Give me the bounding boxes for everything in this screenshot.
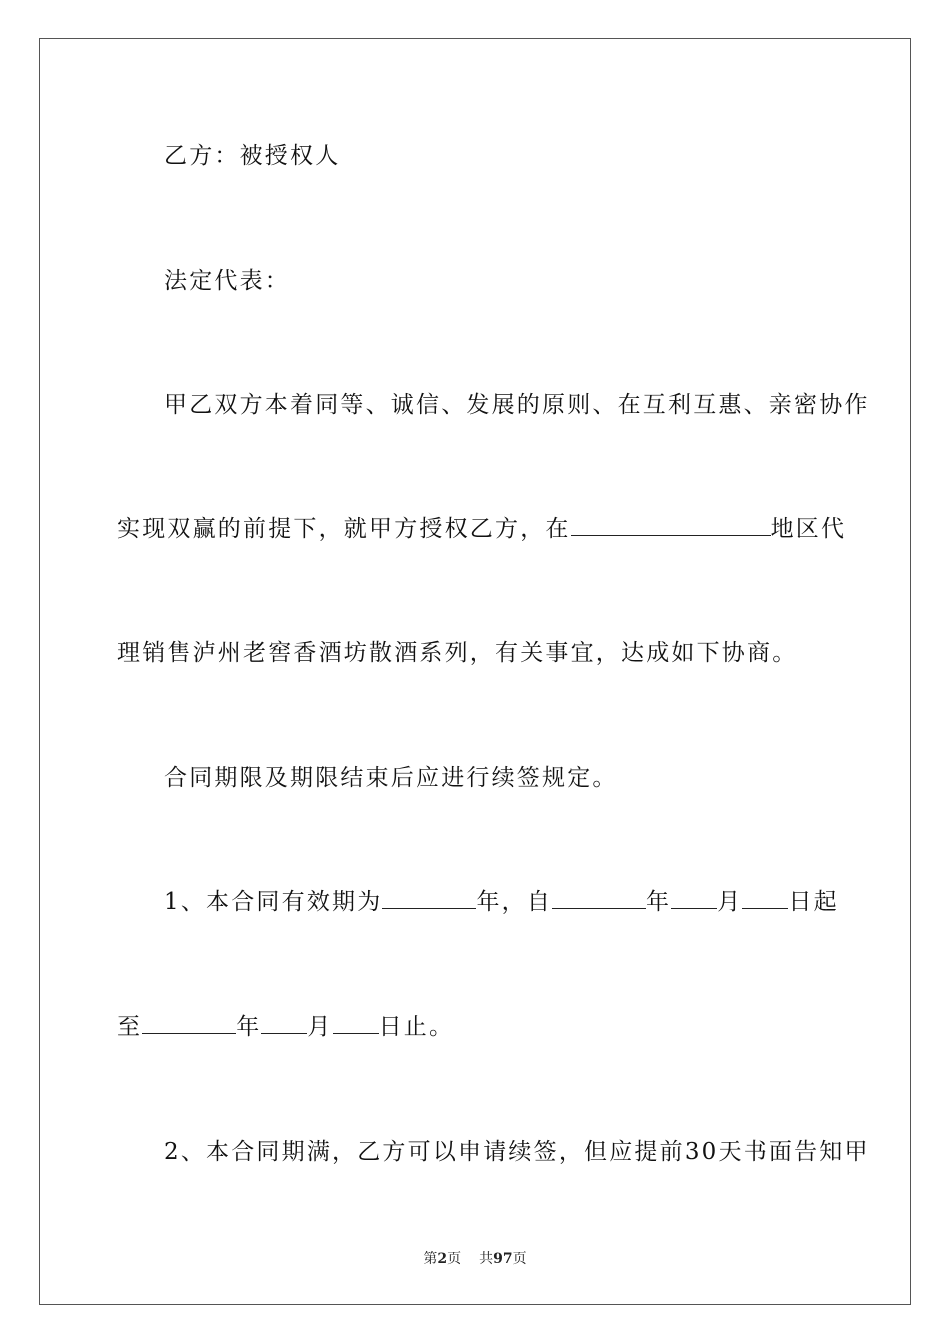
years-blank xyxy=(382,886,476,909)
start-month-blank xyxy=(671,886,717,909)
clause-line xyxy=(117,1008,837,1041)
page-suffix: 页 xyxy=(447,1251,462,1267)
clause-line: 2、本合同期满，乙方可以申请续签，但应提前30天书面告知甲 xyxy=(164,1139,870,1165)
text-segment: 月 xyxy=(307,1014,333,1040)
text-segment: 年，自 xyxy=(476,889,553,915)
total-pages: 97 xyxy=(493,1251,513,1267)
text-segment: 地区代 xyxy=(770,516,847,542)
paragraph-line xyxy=(117,510,847,543)
paragraph-line: 甲乙双方本着同等、诚信、发展的原则、在互利互惠、亲密协作 xyxy=(164,392,870,418)
page-frame xyxy=(39,38,911,1305)
text-segment: 日起 xyxy=(788,889,839,915)
clause-line xyxy=(164,883,884,916)
start-day-blank xyxy=(742,886,788,909)
total-suffix: 页 xyxy=(512,1251,527,1267)
section-heading: 合同期限及期限结束后应进行续签规定。 xyxy=(164,765,618,791)
text-segment: 年 xyxy=(646,889,672,915)
region-blank xyxy=(571,513,771,536)
end-day-blank xyxy=(333,1011,379,1034)
text-segment: 至 xyxy=(117,1014,143,1040)
page-footer xyxy=(0,1248,950,1268)
total-prefix: 共 xyxy=(479,1251,494,1267)
end-month-blank xyxy=(261,1011,307,1034)
text-segment: 实现双赢的前提下，就甲方授权乙方，在 xyxy=(117,516,571,542)
text-segment: 月 xyxy=(717,889,743,915)
text-segment: 年 xyxy=(236,1014,262,1040)
end-year-blank xyxy=(142,1011,236,1034)
page-number: 2 xyxy=(437,1251,448,1267)
legal-rep-line: 法定代表： xyxy=(164,268,290,294)
start-year-blank xyxy=(552,886,646,909)
party-b-line: 乙方：被授权人 xyxy=(164,143,341,169)
text-segment: 1、本合同有效期为 xyxy=(164,889,383,915)
page-prefix: 第 xyxy=(423,1251,438,1267)
paragraph-line: 理销售泸州老窖香酒坊散酒系列，有关事宜，达成如下协商。 xyxy=(117,640,798,666)
text-segment: 日止。 xyxy=(378,1014,455,1040)
